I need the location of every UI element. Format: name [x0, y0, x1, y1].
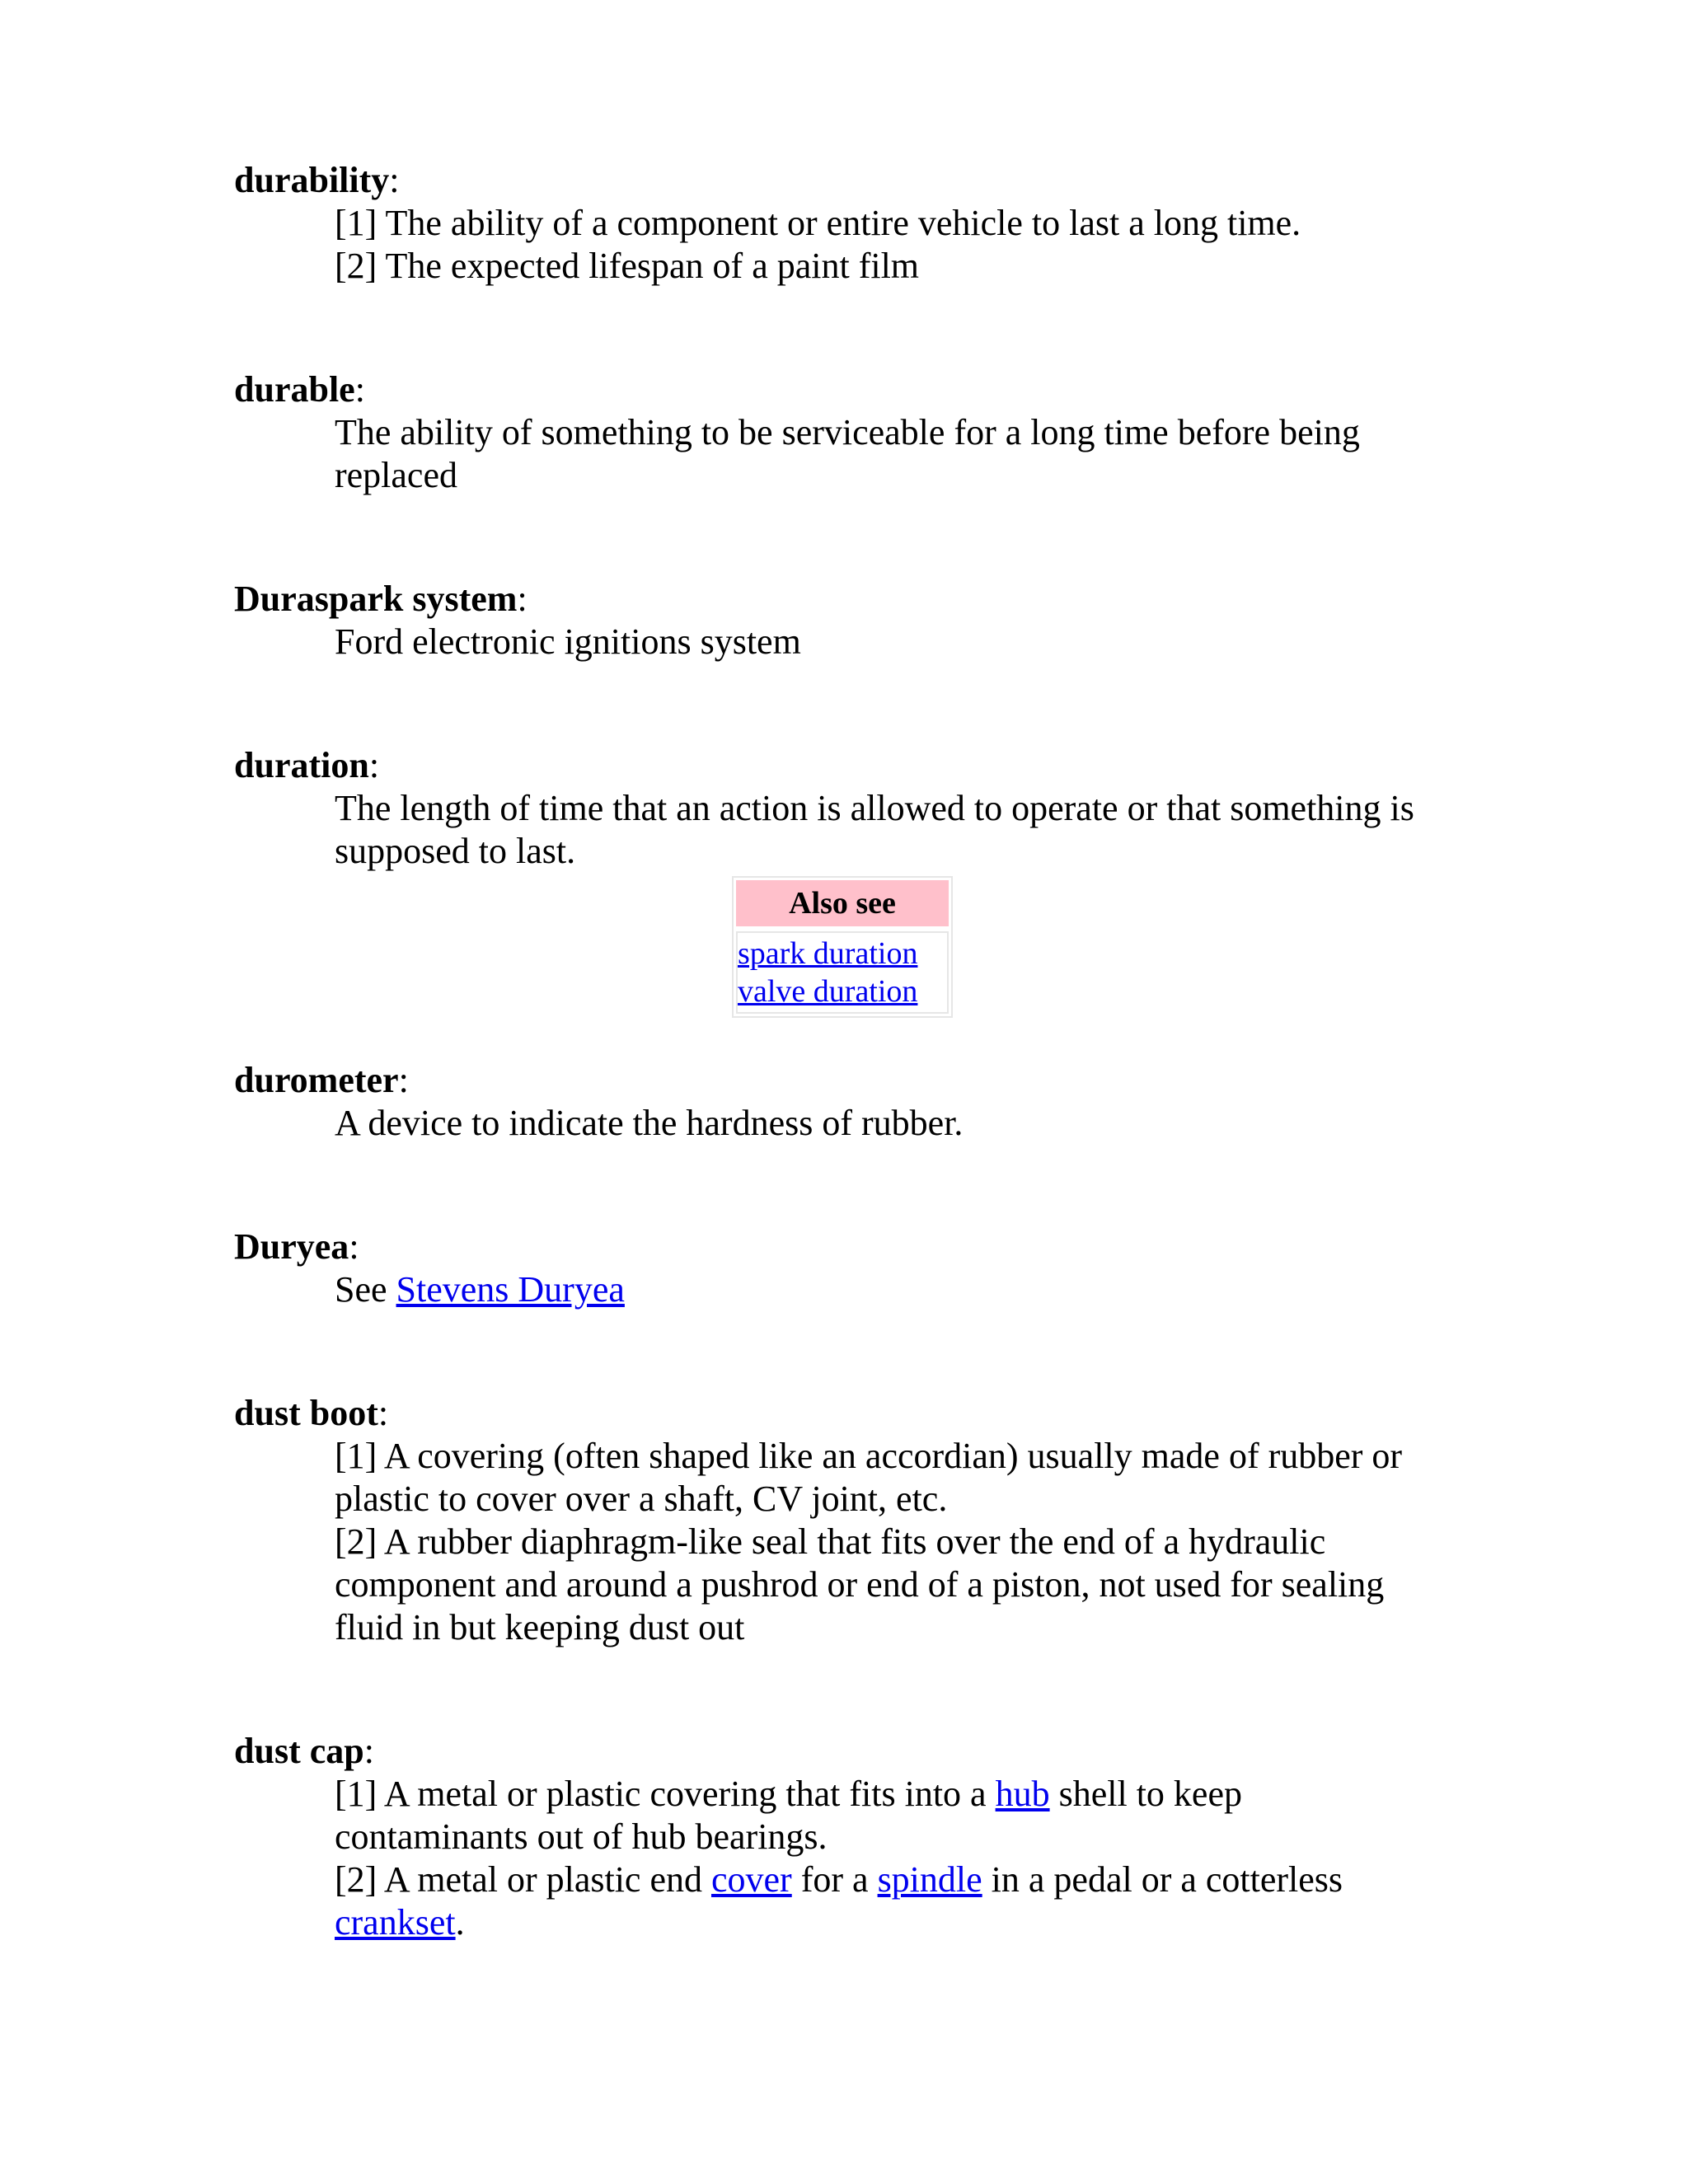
colon: :	[517, 579, 528, 619]
term-line	[234, 1226, 1454, 1268]
definition-line: fluid in but keeping dust out	[335, 1607, 745, 1647]
definition-line	[335, 1858, 1454, 1901]
entry-dust-boot	[234, 1392, 1454, 1730]
entry-duryea	[234, 1226, 1454, 1392]
definition	[335, 202, 1454, 288]
text-segment: for a	[791, 1859, 878, 1900]
definition-line: The length of time that an action is allowed to operate or that something is	[335, 788, 1414, 828]
also-see-wrapper	[234, 873, 1454, 1019]
also-see-links	[736, 931, 949, 1014]
also-see-box	[732, 876, 953, 1018]
term-heading: dust boot	[234, 1393, 378, 1433]
also-see-heading: Also see	[736, 880, 949, 926]
term-heading: Duryea	[234, 1226, 349, 1267]
term-line	[234, 1730, 1454, 1773]
term-heading: durometer	[234, 1060, 399, 1100]
glossary-page	[234, 159, 1454, 1944]
term-heading: durability	[234, 160, 390, 200]
term-heading: dust cap	[234, 1731, 364, 1771]
definition-line: contaminants out of hub bearings.	[335, 1816, 828, 1857]
colon: :	[377, 1393, 389, 1433]
colon: :	[398, 1060, 409, 1100]
hub-link[interactable]: hub	[995, 1774, 1050, 1814]
definition-line: component and around a pushrod or end of a piston, not used for sealing	[335, 1564, 1385, 1605]
definition-line: [2] The expected lifespan of a paint film	[335, 246, 920, 286]
period: .	[455, 1902, 465, 1943]
term-heading: duration	[234, 745, 369, 785]
term-line	[234, 578, 1454, 621]
definition-line: plastic to cover over a shaft, CV joint, etc.	[335, 1479, 948, 1519]
definition	[335, 1268, 1454, 1311]
definition-line: Ford electronic ignitions system	[335, 621, 801, 662]
definition	[335, 1102, 1454, 1145]
colon: :	[363, 1731, 374, 1771]
colon: :	[354, 369, 365, 410]
cover-link[interactable]: cover	[711, 1859, 792, 1900]
entry-durometer	[234, 1059, 1454, 1226]
spark-duration-link[interactable]: spark duration	[738, 936, 918, 971]
definition-line	[335, 1901, 1454, 1944]
definition-line: [1] A covering (often shaped like an accordian) usually made of rubber or	[335, 1436, 1403, 1476]
entry-dust-cap	[234, 1730, 1454, 1944]
definition-line: The ability of something to be serviceable for a long time before being	[335, 412, 1360, 452]
term-heading: Duraspark system	[234, 579, 518, 619]
stevens-duryea-link[interactable]: Stevens Duryea	[396, 1269, 625, 1310]
text-segment: [2] A metal or plastic end	[335, 1859, 711, 1900]
colon: :	[389, 160, 400, 200]
term-line	[234, 1392, 1454, 1435]
colon: :	[368, 745, 380, 785]
definition-line	[335, 1268, 1454, 1311]
definition	[335, 1773, 1454, 1944]
definition-line: supposed to last.	[335, 831, 576, 871]
text-segment: shell to keep	[1049, 1774, 1242, 1814]
valve-duration-link[interactable]: valve duration	[738, 974, 918, 1009]
term-line	[234, 1059, 1454, 1102]
text-segment: in a pedal or a cotterless	[982, 1859, 1343, 1900]
text-segment: [1] A metal or plastic covering that fits into a	[335, 1774, 996, 1814]
colon: :	[349, 1226, 359, 1267]
definition	[335, 621, 1454, 663]
spindle-link[interactable]: spindle	[877, 1859, 982, 1900]
term-line	[234, 744, 1454, 787]
term-line	[234, 159, 1454, 202]
definition	[335, 1435, 1454, 1649]
term-line	[234, 368, 1454, 411]
definition	[335, 411, 1454, 497]
entry-duration	[234, 744, 1454, 1059]
definition-line: [2] A rubber diaphragm-like seal that fits over the end of a hydraulic	[335, 1521, 1326, 1562]
definition-line	[335, 1773, 1454, 1816]
definition-line: replaced	[335, 455, 457, 495]
term-heading: durable	[234, 369, 355, 410]
definition-line: [1] The ability of a component or entire vehicle to last a long time.	[335, 203, 1301, 243]
definition	[335, 787, 1454, 873]
see-prefix: See	[335, 1269, 396, 1310]
crankset-link[interactable]: crankset	[335, 1902, 456, 1943]
entry-duraspark-system	[234, 578, 1454, 744]
definition-line: A device to indicate the hardness of rubber.	[335, 1103, 964, 1143]
entry-durability	[234, 159, 1454, 368]
entry-durable	[234, 368, 1454, 578]
